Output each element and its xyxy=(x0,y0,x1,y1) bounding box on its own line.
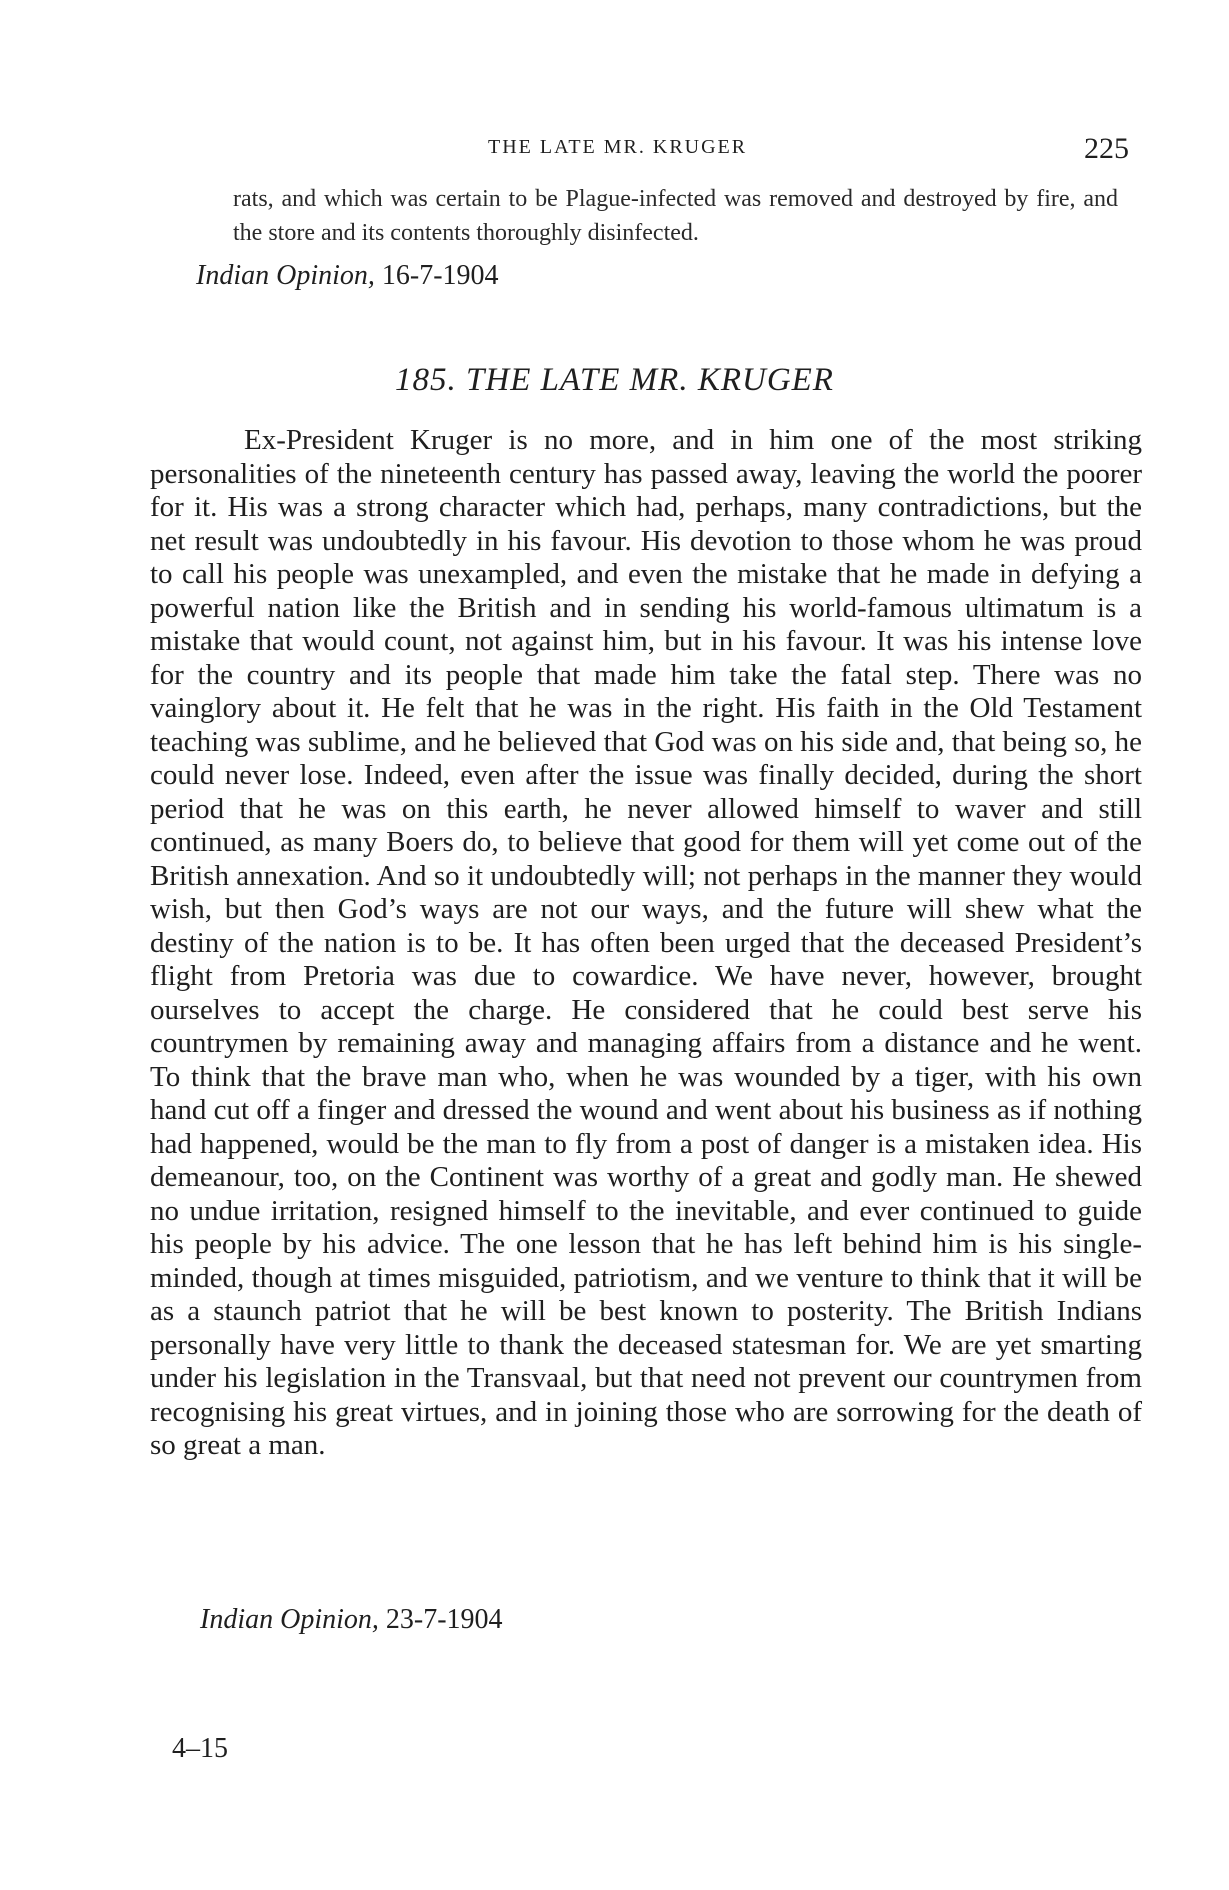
source-date: 16-7-1904 xyxy=(381,260,499,291)
running-head-title: THE LATE MR. KRUGER xyxy=(488,136,748,158)
article-heading: 185. THE LATE MR. KRUGER xyxy=(395,362,834,398)
running-head xyxy=(0,132,1229,168)
article-source xyxy=(200,1604,503,1636)
article-body: Ex-President Kruger is no more, and in him one of the most striking personalities of the nineteenth century has passed away, leaving the world the poorer for it. His was a strong character which had, perhaps, many contradictions, but the net result was undoubtedly in his favour. His devotion to those whom he was proud to call his people was unexampled, and even the mistake that he made in defying a powerful nation like the British and in sending his world-famous ultimatum is a mistake that would count, not against him, but in his favour. It was his intense love for the country and its people that made him take the fatal step. There was no vainglory about it. He felt that he was in the right. His faith in the Old Testament teaching was sublime, and he believed that God was on his side and, that being so, he could never lose. Indeed, even after the issue was finally decided, during the short period that he was on this earth, he never allowed himself to waver and still continued, as many Boers do, to believe that good for them will yet come out of the British annexation. And so it undoubtedly will; not perhaps in the manner they would wish, but then God’s ways are not our ways, and the future will shew what the destiny of the nation is to be. It has often been urged that the deceased President’s flight from Pretoria was due to cowardice. We have never, however, brought ourselves to accept the charge. He considered that he could best serve his countrymen by remaining away and managing affairs from a distance and he went. To think that the brave man who, when he was wounded by a tiger, with his own hand cut off a finger and dressed the wound and went about his business as if nothing had happened, would be the man to fly from a post of danger is a mistaken idea. His demeanour, too, on the Continent was worthy of a great and godly man. He shewed no undue irritation, resigned himself to the inevitable, and ever continued to guide his people by his advice. The one lesson that he has left behind him is his single-minded, though at times misguided, patriotism, and we venture to think that it will be as a staunch patriot that he will be best known to posterity. The British Indians personally have very little to thank the deceased statesman for. We are yet smarting under his legislation in the Transvaal, but that need not prevent our countrymen from recognising his great virtues, and in joining those who are sorrowing for the death of so great a man. xyxy=(150,424,1142,1461)
source-name: Indian Opinion, xyxy=(196,260,375,291)
page-number: 225 xyxy=(1084,132,1129,165)
previous-item-source xyxy=(196,260,499,292)
previous-item-tail-text: rats, and which was certain to be Plague-infected was removed and destroyed by fire, and the store and its contents thoroughly disinfected. xyxy=(233,186,1118,246)
source-name: Indian Opinion, xyxy=(200,1604,379,1635)
source-date: 23-7-1904 xyxy=(385,1604,503,1635)
signature-mark: 4–15 xyxy=(172,1733,228,1764)
